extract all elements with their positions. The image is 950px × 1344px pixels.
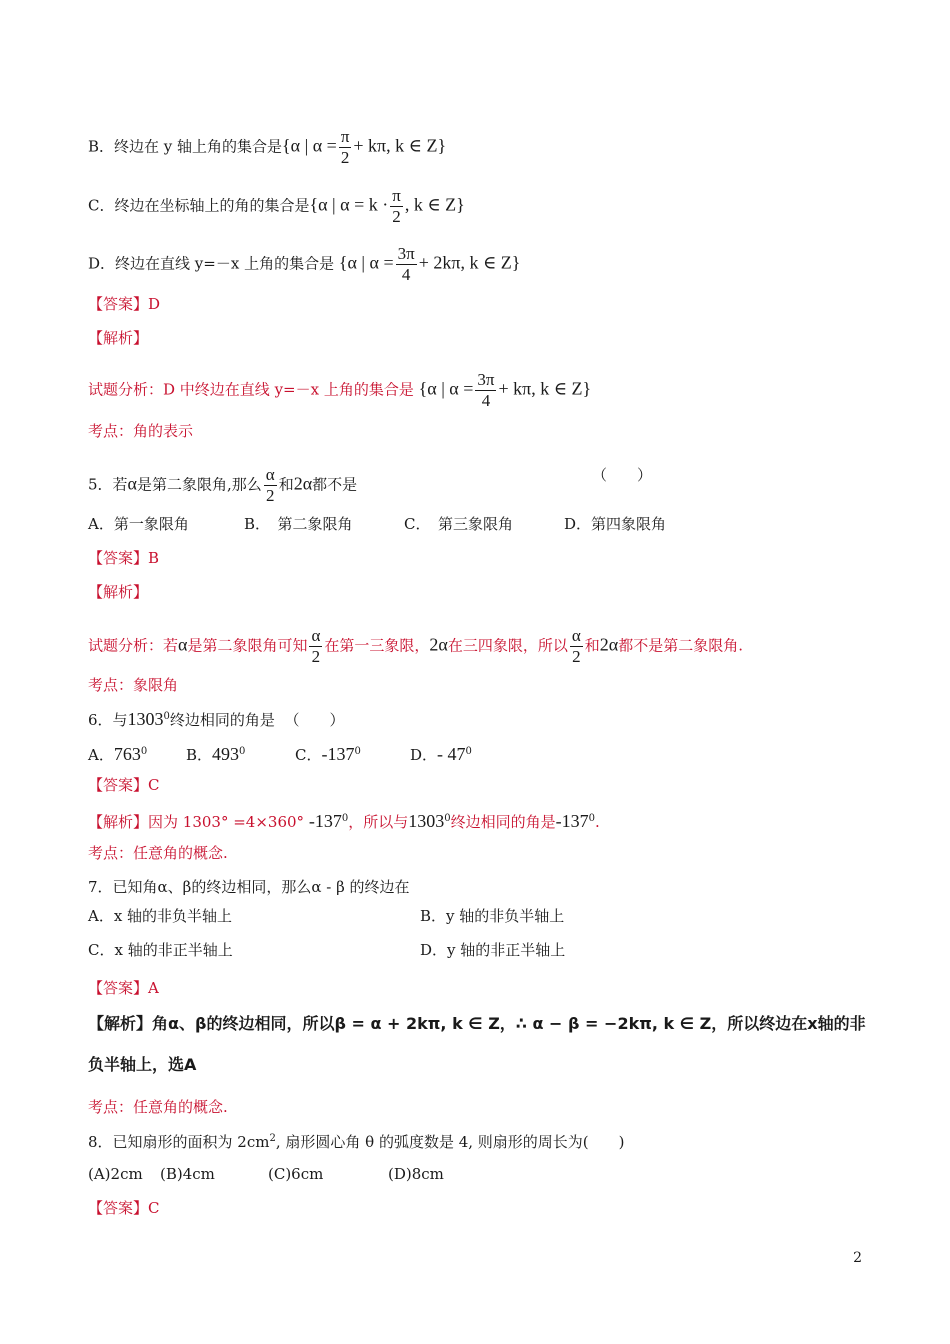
q4-option-c bbox=[88, 186, 465, 227]
squared-mark: 2 bbox=[269, 1133, 276, 1144]
q5-point: 考点：象限角 bbox=[88, 676, 179, 694]
q8-stem bbox=[88, 1129, 625, 1152]
degree-mark: 0 bbox=[163, 711, 170, 722]
q5-stem-suffix: 都不是 bbox=[312, 475, 358, 494]
q4-option-b-set-left: {α | α = bbox=[282, 135, 337, 156]
q6-angle: 1303 bbox=[127, 709, 164, 729]
q7-stem: 7．已知角α、β的终边相同，那么α - β 的终边在 bbox=[88, 878, 410, 896]
q5-stem bbox=[88, 465, 357, 506]
q8-option-a: (A)2cm bbox=[88, 1165, 143, 1183]
q6-stem-suffix: 终边相同的角是 bbox=[169, 711, 275, 729]
fraction-denominator: 2 bbox=[311, 647, 321, 666]
q6-option-d bbox=[410, 742, 472, 765]
q7-option-d: D．y 轴的非正半轴上 bbox=[420, 941, 566, 959]
q8-option-d: (D)8cm bbox=[388, 1165, 444, 1183]
q6-answer: 【答案】C bbox=[88, 776, 160, 794]
q6-option-b bbox=[186, 742, 245, 765]
page-number: 2 bbox=[853, 1250, 862, 1266]
q7-analysis-line1: 【解析】角α、β的终边相同，所以β = α + 2kπ, k ∈ Z，∴ α − β = −2kπ, k ∈ Z，所以终边在x轴的非 bbox=[88, 1014, 866, 1033]
q5-analysis-part2: 是第二象限角可知 bbox=[187, 636, 308, 655]
q5-stem-prefix: 5．若 bbox=[88, 475, 128, 494]
option-value: - 47 bbox=[437, 744, 466, 764]
option-value: 763 bbox=[113, 744, 141, 764]
q6-analysis bbox=[88, 809, 600, 832]
q4-option-c-text: C．终边在坐标轴上的角的集合是 bbox=[88, 196, 310, 215]
q4-option-d-fraction bbox=[396, 244, 417, 285]
fraction-denominator: 2 bbox=[265, 486, 275, 505]
option-label: A． bbox=[88, 746, 114, 764]
q4-analysis-set-left: {α | α = bbox=[418, 378, 474, 399]
q6-analysis-value2: 1303 bbox=[408, 811, 445, 831]
q7-option-b: B．y 轴的非负半轴上 bbox=[420, 907, 565, 925]
q5-two-alpha: 2α bbox=[293, 473, 313, 494]
fraction-denominator: 4 bbox=[481, 391, 491, 410]
q5-analysis-part5: 和 bbox=[584, 636, 600, 655]
degree-mark: 0 bbox=[140, 746, 148, 757]
q7-option-c: C．x 轴的非正半轴上 bbox=[88, 941, 233, 959]
fraction-denominator: 2 bbox=[392, 207, 401, 226]
q4-answer: 【答案】D bbox=[88, 295, 161, 313]
option-value: 493 bbox=[212, 744, 240, 764]
option-label: B． bbox=[186, 746, 213, 764]
q8-option-b: (B)4cm bbox=[160, 1165, 215, 1183]
q4-analysis-set-right: + kπ, k ∈ Z} bbox=[498, 378, 592, 399]
fraction-denominator: 2 bbox=[572, 647, 581, 666]
q5-analysis-two-alpha-1: 2α bbox=[429, 634, 448, 655]
q5-analysis bbox=[88, 626, 743, 667]
q4-option-b-fraction bbox=[339, 127, 352, 168]
q5-analysis-fraction-2 bbox=[570, 626, 583, 667]
q4-option-c-set-right: , k ∈ Z} bbox=[404, 194, 465, 215]
fraction-denominator: 4 bbox=[401, 265, 411, 284]
q7-analysis-line2: 负半轴上，选A bbox=[88, 1055, 197, 1074]
q5-half-alpha-fraction bbox=[264, 465, 277, 506]
q7-point: 考点：任意角的概念. bbox=[88, 1098, 228, 1116]
q6-analysis-part1: 因为 1303° =4×360° bbox=[148, 813, 305, 831]
q6-analysis-value3: -137 bbox=[555, 811, 589, 831]
q6-stem bbox=[88, 707, 345, 730]
fraction-numerator: α bbox=[311, 626, 321, 645]
q8-answer: 【答案】C bbox=[88, 1199, 160, 1217]
q5-analysis-part4: 在三四象限，所以 bbox=[447, 636, 568, 655]
q4-option-b bbox=[88, 127, 446, 168]
q6-option-a bbox=[88, 742, 147, 765]
fraction-numerator: α bbox=[571, 626, 581, 645]
q8-option-c: (C)6cm bbox=[268, 1165, 324, 1183]
q6-analysis-part4: . bbox=[594, 813, 600, 831]
q5-analysis-fraction-1 bbox=[309, 626, 322, 667]
q5-analysis-part6: 都不是第二象限角. bbox=[618, 636, 744, 655]
q5-option-b: B． 第二象限角 bbox=[244, 515, 353, 533]
q6-option-c bbox=[295, 742, 361, 765]
q5-paren: （ ） bbox=[592, 466, 653, 484]
q4-option-d-text: D．终边在直线 y=－x 上角的集合是 bbox=[88, 254, 335, 273]
q6-analysis-value1: -137 bbox=[308, 811, 342, 831]
q6-point: 考点：任意角的概念. bbox=[88, 844, 228, 862]
q6-analysis-part3: 终边相同的角是 bbox=[450, 813, 556, 831]
q4-analysis-fraction bbox=[475, 370, 496, 411]
q5-analysis-two-alpha-2: 2α bbox=[599, 634, 619, 655]
q7-answer: 【答案】A bbox=[88, 979, 159, 997]
q6-analysis-part2: ，所以与 bbox=[348, 813, 409, 831]
q4-analysis bbox=[88, 370, 591, 411]
q5-stem-middle: 是第二象限角,那么 bbox=[136, 475, 262, 494]
q5-option-d: D．第四象限角 bbox=[564, 515, 667, 533]
q4-point: 考点：角的表示 bbox=[88, 422, 194, 440]
q8-stem-prefix: 8．已知扇形的面积为 2cm bbox=[88, 1133, 270, 1151]
option-value: -137 bbox=[321, 744, 355, 764]
q4-option-b-text: B．终边在 y 轴上角的集合是 bbox=[88, 137, 283, 156]
degree-mark: 0 bbox=[444, 813, 451, 824]
q4-option-d bbox=[88, 244, 520, 285]
option-label: D． bbox=[410, 746, 438, 764]
fraction-numerator: α bbox=[265, 465, 275, 484]
q4-option-b-set-right: + kπ, k ∈ Z} bbox=[353, 135, 447, 156]
q4-option-c-fraction bbox=[390, 186, 403, 227]
degree-mark: 0 bbox=[239, 746, 246, 757]
q5-analysis-alpha: α bbox=[178, 634, 188, 655]
q5-alpha: α bbox=[127, 473, 137, 494]
q4-option-d-set-left: {α | α = bbox=[338, 252, 394, 273]
fraction-numerator: π bbox=[392, 186, 401, 205]
q5-option-a: A．第一象限角 bbox=[88, 515, 189, 533]
option-label: C． bbox=[295, 746, 322, 764]
q5-option-c: C． 第三象限角 bbox=[404, 515, 513, 533]
q5-analysis-part3: 在第一三象限， bbox=[324, 636, 430, 655]
fraction-numerator: 3π bbox=[477, 370, 495, 389]
fraction-denominator: 2 bbox=[340, 148, 350, 167]
degree-mark: 0 bbox=[354, 746, 361, 757]
q4-analysis-text: 试题分析：D 中终边在直线 y=－x 上角的集合是 bbox=[88, 380, 414, 399]
q6-stem-prefix: 6．与 bbox=[88, 711, 128, 729]
q4-analysis-label: 【解析】 bbox=[88, 329, 149, 347]
fraction-numerator: π bbox=[340, 127, 350, 146]
q8-stem-suffix: , 扇形圆心角 θ 的弧度数是 4, 则扇形的周长为( ) bbox=[275, 1133, 625, 1151]
fraction-numerator: 3π bbox=[397, 244, 415, 263]
degree-mark: 0 bbox=[465, 746, 472, 757]
q5-analysis-label: 【解析】 bbox=[88, 583, 149, 601]
q4-option-d-set-right: + 2kπ, k ∈ Z} bbox=[418, 252, 521, 273]
q6-paren: （ ） bbox=[284, 711, 345, 729]
q6-analysis-label: 【解析】 bbox=[88, 813, 149, 831]
q4-option-c-set-left: {α | α = k · bbox=[309, 194, 389, 215]
q5-answer: 【答案】B bbox=[88, 549, 160, 567]
q7-option-a: A．x 轴的非负半轴上 bbox=[88, 907, 233, 925]
q5-analysis-part1: 试题分析：若 bbox=[88, 636, 179, 655]
degree-mark: 0 bbox=[341, 813, 349, 824]
degree-mark: 0 bbox=[588, 813, 595, 824]
q5-and: 和 bbox=[278, 475, 294, 494]
